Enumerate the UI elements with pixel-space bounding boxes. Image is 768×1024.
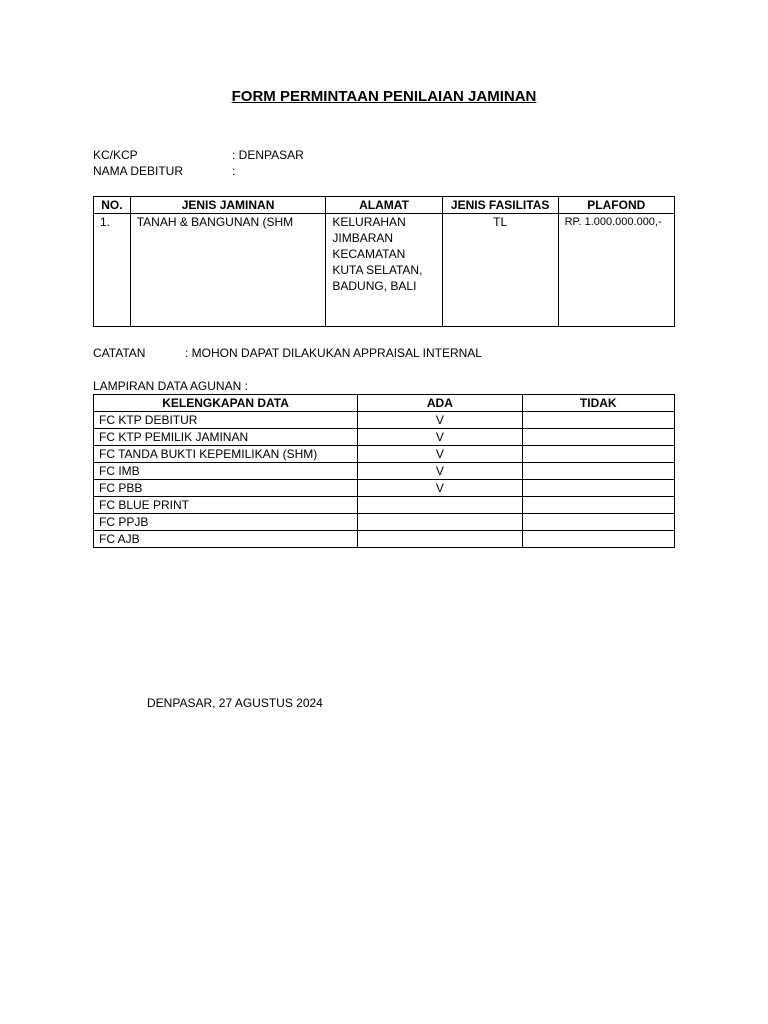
catatan-row: [93, 345, 482, 361]
lampiran-tidak: [522, 446, 674, 463]
header-plafond: PLAFOND: [558, 197, 674, 214]
header-alamat: ALAMAT: [326, 197, 442, 214]
lampiran-item: FC BLUE PRINT: [94, 497, 358, 514]
lampiran-item: FC PPJB: [94, 514, 358, 531]
lampiran-item: FC KTP DEBITUR: [94, 412, 358, 429]
form-title: FORM PERMINTAAN PENILAIAN JAMINAN: [231, 88, 537, 105]
row-jenis-fasilitas: TL: [442, 214, 558, 327]
lampiran-item: FC PBB: [94, 480, 358, 497]
lampiran-item: FC KTP PEMILIK JAMINAN: [94, 429, 358, 446]
table-row: [94, 412, 675, 429]
debitur-label: NAMA DEBITUR: [93, 164, 184, 178]
alamat-line: KECAMATAN: [332, 247, 406, 261]
lampiran-tidak: [522, 497, 674, 514]
alamat-line: BADUNG, BALI: [332, 279, 417, 293]
lampiran-ada: [358, 497, 522, 514]
lampiran-tidak: [522, 429, 674, 446]
lampiran-ada: V: [358, 429, 522, 446]
header-ada: ADA: [358, 395, 522, 412]
lampiran-item: FC AJB: [94, 531, 358, 548]
lampiran-tidak: [522, 531, 674, 548]
table-row: [94, 480, 675, 497]
lampiran-ada: V: [358, 463, 522, 480]
header-tidak: TIDAK: [522, 395, 674, 412]
lampiran-tidak: [522, 514, 674, 531]
alamat-line: KELURAHAN: [332, 215, 406, 229]
table-row: [94, 514, 675, 531]
row-alamat: [326, 214, 442, 327]
row-jenis-jaminan: TANAH & BANGUNAN (SHM: [130, 214, 326, 327]
alamat-line: JIMBARAN: [332, 231, 394, 245]
kc-row: [93, 147, 304, 163]
lampiran-header-row: [94, 395, 675, 412]
debitur-value: :: [232, 164, 236, 178]
lampiran-tidak: [522, 412, 674, 429]
table-row: [94, 463, 675, 480]
header-no: NO.: [94, 197, 131, 214]
lampiran-title: LAMPIRAN DATA AGUNAN :: [93, 379, 248, 393]
lampiran-ada: V: [358, 446, 522, 463]
header-kelengkapan-data: KELENGKAPAN DATA: [94, 395, 358, 412]
place-date: DENPASAR, 27 AGUSTUS 2024: [147, 696, 323, 710]
row-plafond: RP. 1.000.000.000,-: [558, 214, 674, 327]
table-row: [94, 531, 675, 548]
table-row: [94, 214, 675, 327]
lampiran-item: FC TANDA BUKTI KEPEMILIKAN (SHM): [94, 446, 358, 463]
table-row: [94, 429, 675, 446]
lampiran-ada: V: [358, 480, 522, 497]
catatan-label: CATATAN: [93, 346, 146, 360]
table-row: [94, 497, 675, 514]
header-jenis-fasilitas: JENIS FASILITAS: [442, 197, 558, 214]
header-jenis-jaminan: JENIS JAMINAN: [130, 197, 326, 214]
lampiran-tidak: [522, 463, 674, 480]
jaminan-header-row: [94, 197, 675, 214]
row-no: 1.: [94, 214, 131, 327]
lampiran-ada: V: [358, 412, 522, 429]
lampiran-tidak: [522, 480, 674, 497]
table-row: [94, 446, 675, 463]
lampiran-item: FC IMB: [94, 463, 358, 480]
kc-label: KC/KCP: [93, 148, 138, 162]
kc-value: : DENPASAR: [232, 148, 304, 162]
lampiran-ada: [358, 531, 522, 548]
lampiran-ada: [358, 514, 522, 531]
alamat-line: KUTA SELATAN,: [332, 263, 423, 277]
catatan-value: : MOHON DAPAT DILAKUKAN APPRAISAL INTERNAL: [185, 346, 482, 360]
debitur-row: [93, 163, 235, 179]
lampiran-table: [93, 394, 675, 548]
jaminan-table: [93, 196, 675, 327]
